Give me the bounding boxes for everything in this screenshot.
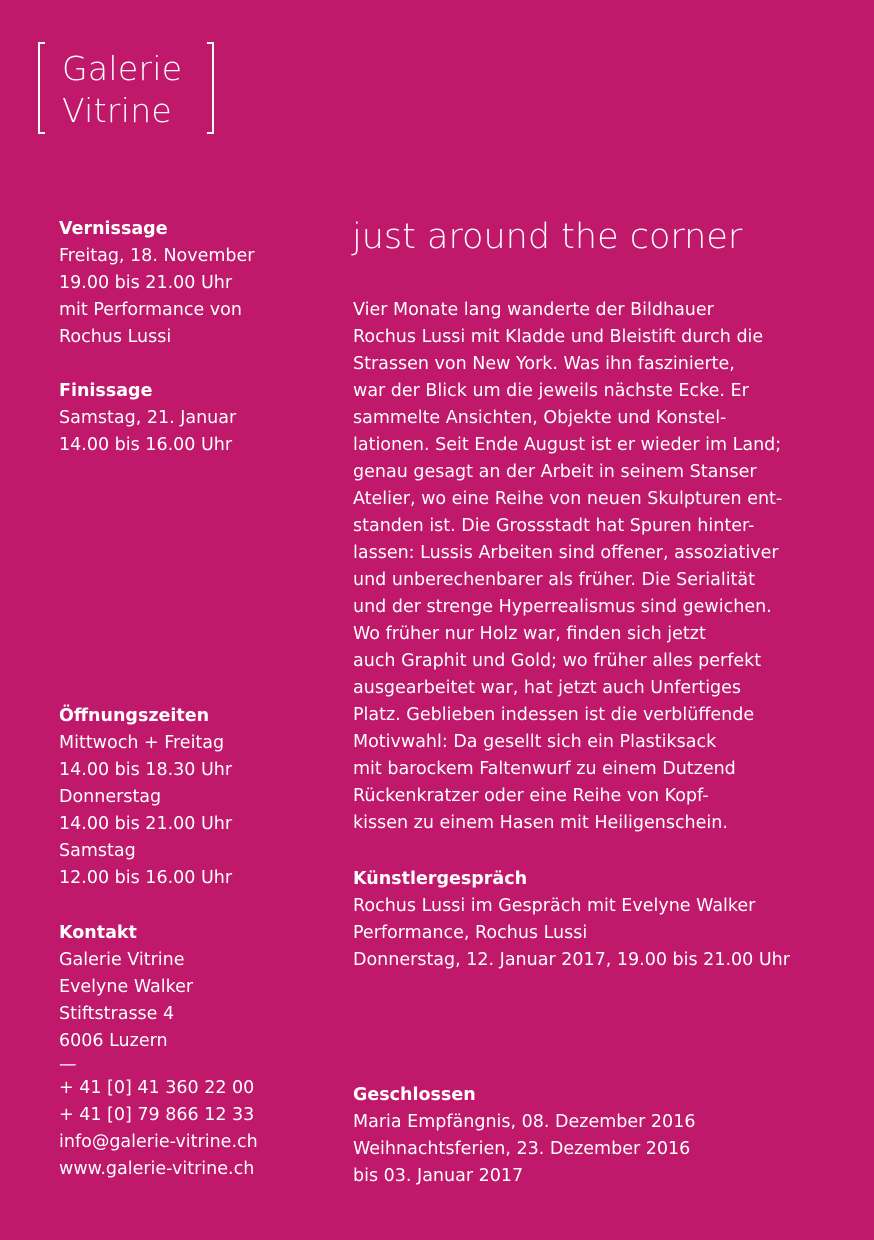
opening-hours-line: Donnerstag [59,787,162,807]
closed-block [353,1082,823,1190]
body-line: und der strenge Hyperrealismus sind gewichen. [353,597,772,617]
body-line: Rochus Lussi mit Kladde und Bleistift durch die [353,327,764,347]
contact-address-line: Evelyne Walker [59,977,194,997]
contact-address-line: Stiftstrasse 4 [59,1004,175,1024]
artist-talk-line: Rochus Lussi im Gespräch mit Evelyne Walker [353,896,756,916]
phone-link[interactable]: + 41 [0] 79 866 12 33 [59,1105,255,1125]
body-line: ausgearbeitet war, hat jetzt auch Unfertiges [353,678,742,698]
artist-talk-line: Donnerstag, 12. Januar 2017, 19.00 bis 21.00 Uhr [353,950,790,970]
email-link[interactable]: info@galerie-vitrine.ch [59,1132,258,1152]
closed-line: Maria Empfängnis, 08. Dezember 2016 [353,1112,696,1132]
body-line: Strassen von New York. Was ihn faszinierte, [353,354,735,374]
opening-hours-line: 12.00 bis 16.00 Uhr [59,868,233,888]
closed-heading: Geschlossen [353,1085,476,1105]
finissage-heading: Finissage [59,381,153,401]
body-line: Rückenkratzer oder eine Reihe von Kopf- [353,786,709,806]
artist-talk-heading: Künstlergespräch [353,869,528,889]
logo-bracket-right [207,42,214,134]
artist-talk-line: Performance, Rochus Lussi [353,923,588,943]
contact-divider: — [59,1055,77,1075]
closed-line: Weihnachtsferien, 23. Dezember 2016 [353,1139,691,1159]
body-line: war der Blick um die jeweils nächste Ecke. Er [353,381,749,401]
contact-address-line: 6006 Luzern [59,1031,168,1051]
logo-name [62,48,182,132]
vernissage-line: Freitag, 18. November [59,246,255,266]
opening-hours-heading: Öffnungszeiten [59,706,210,726]
body-line: Wo früher nur Holz war, finden sich jetzt [353,624,706,644]
body-line: Motivwahl: Da gesellt sich ein Plastiksack [353,732,717,752]
phone-link[interactable]: + 41 [0] 41 360 22 00 [59,1078,255,1098]
body-line: Vier Monate lang wanderte der Bildhauer [353,300,714,320]
opening-hours-line: 14.00 bis 18.30 Uhr [59,760,233,780]
logo-bracket-left [38,42,45,134]
body-line: lassen: Lussis Arbeiten sind offener, assoziativer [353,543,779,563]
opening-hours-line: Mittwoch + Freitag [59,733,225,753]
body-line: mit barockem Faltenwurf zu einem Dutzend [353,759,736,779]
closed-line: bis 03. Januar 2017 [353,1166,524,1186]
body-line: kissen zu einem Hasen mit Heiligenschein. [353,813,728,833]
vernissage-line: Rochus Lussi [59,327,172,347]
gallery-logo [38,42,214,136]
finissage-block [59,378,329,459]
opening-hours-line: 14.00 bis 21.00 Uhr [59,814,233,834]
contact-block [59,920,329,1183]
artist-talk-block [353,866,823,974]
body-line: genau gesagt an der Arbeit in seinem Stanser [353,462,757,482]
vernissage-heading: Vernissage [59,219,168,239]
vernissage-block [59,216,329,351]
finissage-line: 14.00 bis 16.00 Uhr [59,435,233,455]
contact-heading: Kontakt [59,923,137,943]
exhibition-title: just around the corner [352,217,743,257]
contact-address-line: Galerie Vitrine [59,950,185,970]
opening-hours-block [59,703,329,892]
body-text [353,297,823,837]
website-link[interactable]: www.galerie-vitrine.ch [59,1159,255,1179]
body-line: sammelte Ansichten, Objekte und Konstel- [353,408,727,428]
opening-hours-line: Samstag [59,841,136,861]
body-line: auch Graphit und Gold; wo früher alles perfekt [353,651,762,671]
body-line: Atelier, wo eine Reihe von neuen Skulpturen ent- [353,489,783,509]
vernissage-line: mit Performance von [59,300,242,320]
body-line: Platz. Geblieben indessen ist die verblüffende [353,705,755,725]
finissage-line: Samstag, 21. Januar [59,408,237,428]
body-line: lationen. Seit Ende August ist er wieder im Land; [353,435,782,455]
logo-line-1: Galerie [62,49,183,88]
body-line: und unberechenbarer als früher. Die Serialität [353,570,756,590]
logo-line-2: Vitrine [62,91,173,130]
body-line: standen ist. Die Grossstadt hat Spuren hinter- [353,516,755,536]
vernissage-line: 19.00 bis 21.00 Uhr [59,273,233,293]
